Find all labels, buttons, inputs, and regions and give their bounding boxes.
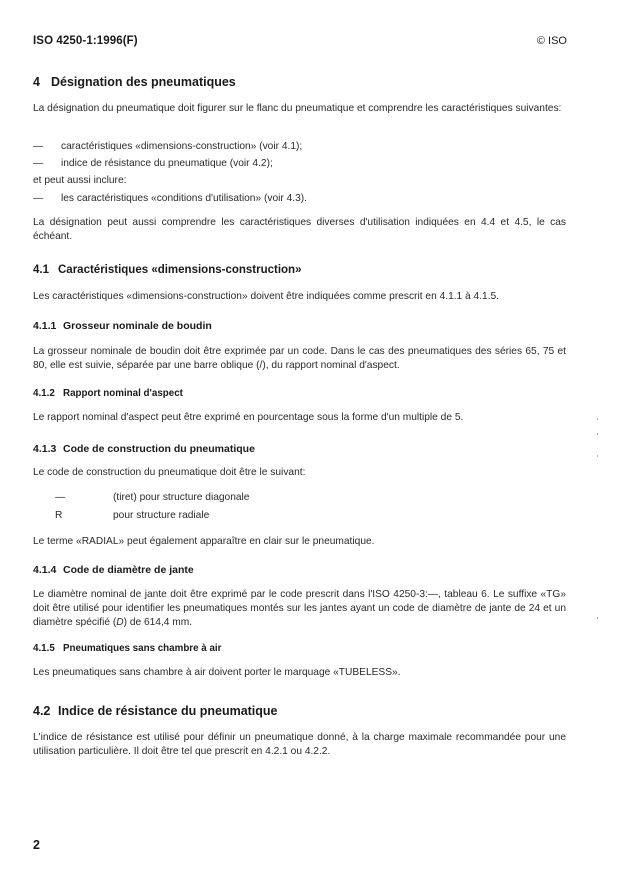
code-symbol: — <box>55 492 66 503</box>
copyright-mark: © ISO <box>536 35 567 47</box>
scan-speck <box>597 433 598 435</box>
section-4-closing: La désignation peut aussi comprendre les caractéristiques diverses d'utilisation indiquées en 4.4 et 4.5, le cas échéant. <box>33 217 566 242</box>
list-dash: — <box>33 193 44 204</box>
section-title: Grosseur nominale de boudin <box>63 320 212 332</box>
scan-speck <box>597 455 598 457</box>
section-4-1-3-heading <box>33 443 255 455</box>
section-4-2-text: L'indice de résistance est utilisé pour définir un pneumatique donné, à la charge maximale recommandée pour une utilisation particulière. Il doit être tel que prescrit en 4.2.1 ou 4.2.2. <box>33 732 566 757</box>
section-number: 4.1.3 <box>33 443 57 455</box>
section-4-1-5-text: Les pneumatiques sans chambre à air doivent porter le marquage «TUBELESS». <box>33 667 401 678</box>
section-number: 4.1.1 <box>33 320 57 332</box>
section-number: 4.1.5 <box>33 643 55 654</box>
section-title: Rapport nominal d'aspect <box>63 388 183 399</box>
standard-reference: ISO 4250-1:1996(F) <box>33 35 138 47</box>
section-4-1-1-text: La grosseur nominale de boudin doit être exprimée par un code. Dans le cas des pneumatiques des séries 65, 75 et 80, elle est suivie, séparée par une barre oblique (/), du rapport nominal d'aspect. <box>33 346 566 371</box>
section-4-1-3-text: Le code de construction du pneumatique doit être le suivant: <box>33 467 306 478</box>
list-dash: — <box>33 158 44 169</box>
page-number: 2 <box>33 838 40 852</box>
diameter-symbol: D <box>116 617 124 628</box>
code-meaning: (tiret) pour structure diagonale <box>113 492 250 503</box>
section-4-intro: La désignation du pneumatique doit figurer sur le flanc du pneumatique et comprendre les caractéristiques suivantes: <box>33 103 562 114</box>
section-number: 4 <box>33 75 40 89</box>
list-item: — les caractéristiques «conditions d'utilisation» (voir 4.3). <box>33 193 307 204</box>
section-4-1-5-heading <box>33 643 221 654</box>
section-4-1-2-heading <box>33 388 183 399</box>
code-row <box>55 509 209 523</box>
section-title: Désignation des pneumatiques <box>51 75 236 89</box>
code-symbol: R <box>55 510 63 521</box>
section-4-1-4-text: Le diamètre nominal de jante doit être exprimé par le code prescrit dans l'ISO 4250-3:—, tableau 6. Le suffixe «TG» doit être utilisé pour identifier les pneumatiques montés sur les jantes ayant un code de diamètre de jante de 24 et un diamètre spécifié (D) de 614,4 mm. <box>33 589 566 628</box>
section-number: 4.1.4 <box>33 564 57 576</box>
section-4-2-heading <box>33 704 278 718</box>
list-item: — indice de résistance du pneumatique (voir 4.2); <box>33 158 273 169</box>
code-row <box>55 491 249 505</box>
section-number: 4.1 <box>33 264 49 276</box>
section-4-1-2-text: Le rapport nominal d'aspect peut être exprimé en pourcentage sous la forme d'un multiple de 5. <box>33 412 464 423</box>
section-4-1-1-heading <box>33 320 212 332</box>
scan-speck <box>597 617 598 619</box>
section-4-also: et peut aussi inclure: <box>33 175 127 186</box>
section-4-1-text: Les caractéristiques «dimensions-construction» doivent être indiquées comme prescrit en 4.1.1 à 4.1.5. <box>33 291 500 301</box>
section-title: Pneumatiques sans chambre à air <box>63 643 222 654</box>
list-item: — caractéristiques «dimensions-construction» (voir 4.1); <box>33 141 303 152</box>
section-4-1-heading <box>33 264 301 276</box>
section-number: 4.2 <box>33 704 51 718</box>
section-title: Code de diamètre de jante <box>63 564 194 576</box>
section-number: 4.1.2 <box>33 388 55 399</box>
section-4-1-4-heading <box>33 564 194 576</box>
scan-speck <box>597 418 598 420</box>
list-dash: — <box>33 141 44 152</box>
section-title: Code de construction du pneumatique <box>63 443 255 455</box>
section-4-heading <box>33 75 236 89</box>
section-4-1-3-note: Le terme «RADIAL» peut également apparaître en clair sur le pneumatique. <box>33 536 375 547</box>
code-meaning: pour structure radiale <box>113 510 210 521</box>
section-title: Indice de résistance du pneumatique <box>58 704 278 718</box>
section-title: Caractéristiques «dimensions-construction» <box>58 264 302 276</box>
